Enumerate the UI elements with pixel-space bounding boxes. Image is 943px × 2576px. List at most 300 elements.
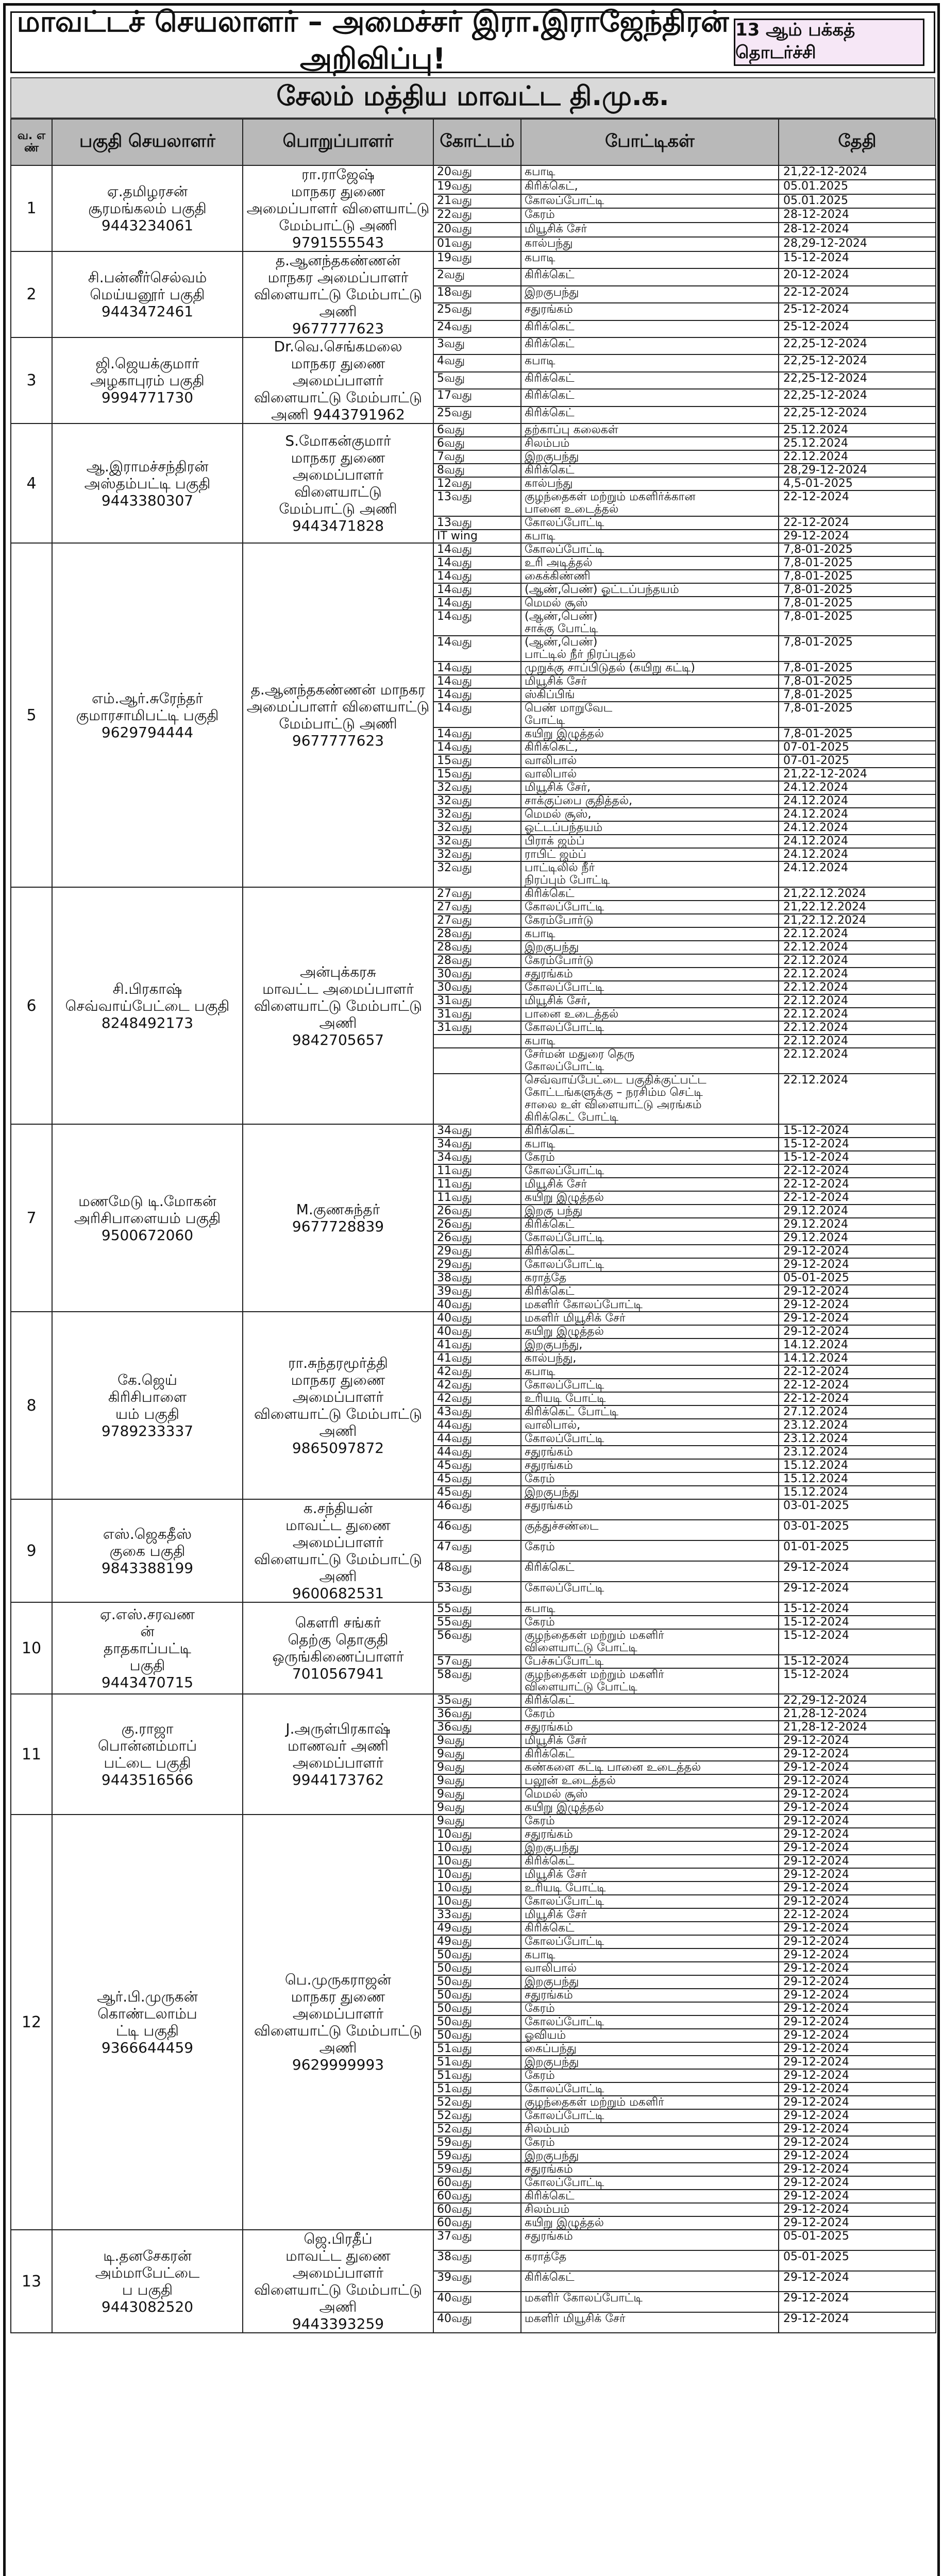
date-cell: 15-12-2024 <box>779 1629 936 1655</box>
competition-cell: தற்காப்பு கலைகள் <box>521 423 779 437</box>
date-cell: 29-12-2024 <box>779 2056 936 2069</box>
ward-cell: 10வது <box>433 1841 521 1855</box>
competition-cell: உரியடி போட்டி <box>521 1882 779 1895</box>
ward-cell: 36வது <box>433 1721 521 1734</box>
date-cell: 05-01-2025 <box>779 2230 936 2250</box>
ward-cell: 38வது <box>433 1272 521 1285</box>
ward-cell: 37வது <box>433 2230 521 2250</box>
ward-cell: 29வது <box>433 1258 521 1272</box>
row-serial-number: 11 <box>11 1694 52 1815</box>
in-charge-cell: பெ.முருகராஜன் மாநகர துணை அமைப்பாளர் விளையாட்டு மேம்பாட்டு அணி 9629999993 <box>243 1815 433 2230</box>
competition-cell: கபாடி <box>521 251 779 268</box>
competition-cell: மியூசிக் சேர் <box>521 1868 779 1882</box>
date-cell: 25.12.2024 <box>779 437 936 450</box>
date-cell: 25.12.2024 <box>779 423 936 437</box>
competition-cell: சிலம்பம் <box>521 2203 779 2216</box>
date-cell: 22.12.2024 <box>779 927 936 941</box>
date-cell: 22,25-12-2024 <box>779 406 936 423</box>
ward-cell: 32வது <box>433 781 521 794</box>
competition-cell: மியூசிக் சேர் <box>521 1908 779 1922</box>
competition-cell: சதுரங்கம் <box>521 303 779 320</box>
announcement-header <box>10 5 935 76</box>
area-secretary-cell: சி.பன்னீர்செல்வம் மெய்யனூர் பகுதி 9443472461 <box>52 251 243 337</box>
date-cell: 28,29-12-2024 <box>779 237 936 251</box>
competition-cell: கபாடி <box>521 530 779 543</box>
ward-cell: 60வது <box>433 2203 521 2216</box>
date-cell: 22.12.2024 <box>779 968 936 981</box>
table-row <box>11 1312 936 1325</box>
competition-cell: கேரம் <box>521 1815 779 1828</box>
date-cell: 29-12-2024 <box>779 2176 936 2190</box>
ward-cell: 9வது <box>433 1774 521 1788</box>
date-cell: 29-12-2024 <box>779 2082 936 2096</box>
area-secretary-cell: ஆ.இராமச்சந்திரன் அஸ்தம்பட்டி பகுதி 9443380307 <box>52 423 243 543</box>
date-cell: 29-12-2024 <box>779 2149 936 2163</box>
ward-cell: 51வது <box>433 2042 521 2056</box>
date-cell: 29-12-2024 <box>779 2203 936 2216</box>
area-secretary-cell: ஏ.தமிழரசன் சூரமங்கலம் பகுதி 9443234061 <box>52 165 243 251</box>
date-cell: 23.12.2024 <box>779 1432 936 1446</box>
date-cell: 22.12.2024 <box>779 994 936 1008</box>
table-row <box>11 423 936 437</box>
competition-cell: ஓவியம் <box>521 2029 779 2042</box>
date-cell: 7,8-01-2025 <box>779 570 936 583</box>
competition-cell: சதுரங்கம் <box>521 1459 779 1472</box>
competition-cell: கோலப்போட்டி <box>521 2082 779 2096</box>
ward-cell: 40வது <box>433 2292 521 2312</box>
date-cell: 7,8-01-2025 <box>779 702 936 727</box>
area-secretary-cell: கே.ஜெய் கிரிசிபாளை யம் பகுதி 9789233337 <box>52 1312 243 1499</box>
competition-cell: சதுரங்கம் <box>521 1446 779 1459</box>
ward-cell: 10வது <box>433 1868 521 1882</box>
competition-cell: இறகுபந்து <box>521 286 779 303</box>
ward-cell: 34வது <box>433 1124 521 1138</box>
competition-cell: மெமல் சூஸ் <box>521 597 779 610</box>
date-cell: 22-12-2024 <box>779 1392 936 1405</box>
ward-cell: 9வது <box>433 1801 521 1815</box>
date-cell: 29-12-2024 <box>779 2109 936 2123</box>
competition-cell: சிலம்பம் <box>521 437 779 450</box>
ward-cell: 27வது <box>433 901 521 914</box>
competition-cell: கேரம் <box>521 1540 779 1561</box>
competition-cell: கிரிக்கெட் <box>521 1694 779 1707</box>
date-cell: 24.12.2024 <box>779 808 936 821</box>
ward-cell: 3வது <box>433 337 521 354</box>
competition-cell: ஸ்கிப்பிங் <box>521 688 779 702</box>
ward-cell: 14வது <box>433 741 521 754</box>
date-cell: 7,8-01-2025 <box>779 597 936 610</box>
competition-cell: கோலப்போட்டி <box>521 1021 779 1035</box>
ward-cell: 45வது <box>433 1459 521 1472</box>
area-secretary-cell: ஜி.ஜெயக்குமார் அழகாபுரம் பகுதி 9994771730 <box>52 337 243 423</box>
ward-cell: 50வது <box>433 1962 521 1975</box>
competition-cell: கிரிக்கெட் <box>521 1285 779 1298</box>
ward-cell: 19வது <box>433 251 521 268</box>
in-charge-cell: M.குணசுந்தர் 9677728839 <box>243 1124 433 1312</box>
ward-cell: 10வது <box>433 1855 521 1868</box>
competition-cell: இறகுபந்து <box>521 1841 779 1855</box>
date-cell: 29-12-2024 <box>779 1828 936 1841</box>
competition-cell: கேரம் <box>521 2069 779 2082</box>
table-row <box>11 1815 936 1828</box>
date-cell: 7,8-01-2025 <box>779 662 936 675</box>
ward-cell: 10வது <box>433 1895 521 1908</box>
date-cell: 27.12.2024 <box>779 1405 936 1419</box>
ward-cell: 11வது <box>433 1191 521 1205</box>
date-cell: 22.12.2024 <box>779 981 936 994</box>
area-secretary-cell: மணமேடு டி.மோகன் அரிசிபாளையம் பகுதி 9500672060 <box>52 1124 243 1312</box>
date-cell: 29-12-2024 <box>779 1895 936 1908</box>
ward-cell: 21வது <box>433 194 521 209</box>
ward-cell: IT wing <box>433 530 521 543</box>
ward-cell: 31வது <box>433 1021 521 1035</box>
area-secretary-cell: ஆர்.பி.முருகன் கொண்டலாம்ப ட்டி பகுதி 9366644459 <box>52 1815 243 2230</box>
date-cell: 24.12.2024 <box>779 821 936 835</box>
competition-cell: இறகுபந்து <box>521 1486 779 1499</box>
ward-cell: 32வது <box>433 835 521 848</box>
row-serial-number: 3 <box>11 337 52 423</box>
ward-cell: 26வது <box>433 1205 521 1218</box>
ward-cell: 60வது <box>433 2176 521 2190</box>
date-cell: 29-12-2024 <box>779 1761 936 1774</box>
competition-cell: கோலப்போட்டி <box>521 901 779 914</box>
competition-cell: கோலப்போட்டி <box>521 194 779 209</box>
ward-cell: 30வது <box>433 981 521 994</box>
area-secretary-cell: டி.தனசேகரன் அம்மாபேட்டை ப பகுதி 9443082520 <box>52 2230 243 2333</box>
competition-cell: கோலப்போட்டி <box>521 1379 779 1392</box>
ward-cell: 14வது <box>433 688 521 702</box>
ward-cell: 40வது <box>433 1325 521 1338</box>
competition-cell: கிரிக்கெட் <box>521 1561 779 1582</box>
date-cell: 29-12-2024 <box>779 1948 936 1962</box>
date-cell: 29-12-2024 <box>779 2163 936 2176</box>
ward-cell: 32வது <box>433 808 521 821</box>
competition-cell: கிரிக்கெட், <box>521 741 779 754</box>
area-secretary-cell: சி.பிரகாஷ் செவ்வாய்பேட்டை பகுதி 8248492173 <box>52 887 243 1124</box>
competition-cell: கண்களை கட்டி பானை உடைத்தல் <box>521 1761 779 1774</box>
table-row <box>11 2230 936 2250</box>
ward-cell: 14வது <box>433 597 521 610</box>
date-cell: 15-12-2024 <box>779 1655 936 1668</box>
ward-cell: 27வது <box>433 914 521 927</box>
ward-cell: 9வது <box>433 1748 521 1761</box>
date-cell: 7,8-01-2025 <box>779 583 936 597</box>
date-cell: 29-12-2024 <box>779 2015 936 2029</box>
competition-cell: சிலம்பம் <box>521 2123 779 2136</box>
row-serial-number: 2 <box>11 251 52 337</box>
date-cell: 14.12.2024 <box>779 1338 936 1352</box>
ward-cell: 14வது <box>433 675 521 688</box>
competition-cell: சதுரங்கம் <box>521 1721 779 1734</box>
date-cell: 29-12-2024 <box>779 1748 936 1761</box>
ward-cell: 5வது <box>433 372 521 389</box>
competition-cell: பானை உடைத்தல் <box>521 1008 779 1021</box>
date-cell: 29-12-2024 <box>779 2069 936 2082</box>
competition-cell: குழந்தைகள் மற்றும் மகளிர்க்கான பானை உடைத்தல் <box>521 490 779 516</box>
date-cell: 29-12-2024 <box>779 1882 936 1895</box>
date-cell: 29-12-2024 <box>779 1245 936 1258</box>
date-cell: 29-12-2024 <box>779 1312 936 1325</box>
date-cell: 22,25-12-2024 <box>779 372 936 389</box>
ward-cell: 24வது <box>433 320 521 337</box>
ward-cell: 51வது <box>433 2069 521 2082</box>
competition-cell: கோலப்போட்டி <box>521 1935 779 1948</box>
competition-cell: கேரம் <box>521 1151 779 1164</box>
ward-cell: 4வது <box>433 354 521 371</box>
date-cell: 29-12-2024 <box>779 1855 936 1868</box>
date-cell: 24.12.2024 <box>779 861 936 887</box>
ward-cell: 14வது <box>433 570 521 583</box>
date-cell: 23.12.2024 <box>779 1419 936 1432</box>
ward-cell: 11வது <box>433 1164 521 1178</box>
table-body <box>11 165 936 2333</box>
competition-cell: கிரிக்கெட் <box>521 268 779 285</box>
competition-cell: குழந்தைகள் மற்றும் மகளிர் விளையாட்டு போட்டி <box>521 1668 779 1694</box>
ward-cell: 28வது <box>433 927 521 941</box>
competition-cell: (ஆண்,பெண்) பாட்டில் நீர் நிரப்புதல் <box>521 636 779 662</box>
column-header-ward: கோட்டம் <box>433 119 521 165</box>
competition-cell: கோலப்போட்டி <box>521 2015 779 2029</box>
ward-cell: 60வது <box>433 2190 521 2203</box>
ward-cell: 47வது <box>433 1540 521 1561</box>
competition-cell: கிரிக்கெட் <box>521 1218 779 1231</box>
date-cell: 22-12-2024 <box>779 1191 936 1205</box>
ward-cell: 14வது <box>433 662 521 675</box>
ward-cell: 19வது <box>433 180 521 194</box>
column-header-serial: வ. எ ண் <box>11 119 52 165</box>
date-cell: 22,25-12-2024 <box>779 337 936 354</box>
date-cell: 20-12-2024 <box>779 268 936 285</box>
date-cell: 23.12.2024 <box>779 1446 936 1459</box>
competition-cell: முறுக்கு சாப்பிடுதல் (கயிறு கட்டி) <box>521 662 779 675</box>
ward-cell <box>433 1048 521 1074</box>
in-charge-cell: Dr.வெ.செங்கமலை மாநகர துணை அமைப்பாளர் விளையாட்டு மேம்பாட்டு அணி 9443791962 <box>243 337 433 423</box>
page-title: மாவட்டச் செயலாளர் – அமைச்சர் இரா.இராஜேந்திரன் அறிவிப்பு! <box>16 5 729 76</box>
ward-cell: 27வது <box>433 887 521 901</box>
in-charge-cell: ரா.சுந்தரமூர்த்தி மாநகர துணை அமைப்பாளர் விளையாட்டு மேம்பாட்டு அணி 9865097872 <box>243 1312 433 1499</box>
competition-cell: சதுரங்கம் <box>521 1828 779 1841</box>
competition-cell: கால்பந்து, <box>521 1352 779 1365</box>
date-cell: 07-01-2025 <box>779 741 936 754</box>
competition-cell: கால்பந்து <box>521 237 779 251</box>
competition-cell: கிரிக்கெட் <box>521 372 779 389</box>
competition-cell: கோலப்போட்டி <box>521 1432 779 1446</box>
date-cell: 15.12.2024 <box>779 1486 936 1499</box>
ward-cell: 13வது <box>433 516 521 530</box>
ward-cell: 18வது <box>433 286 521 303</box>
ward-cell: 01வது <box>433 237 521 251</box>
date-cell: 29-12-2024 <box>779 1258 936 1272</box>
date-cell: 15-12-2024 <box>779 1151 936 1164</box>
ward-cell: 33வது <box>433 1908 521 1922</box>
ward-cell: 14வது <box>433 636 521 662</box>
date-cell: 29-12-2024 <box>779 1734 936 1748</box>
date-cell: 05-01-2025 <box>779 2250 936 2271</box>
date-cell: 24.12.2024 <box>779 794 936 808</box>
date-cell: 21,22-12-2024 <box>779 165 936 180</box>
date-cell: 22-12-2024 <box>779 1178 936 1191</box>
competition-cell: சதுரங்கம் <box>521 1499 779 1520</box>
ward-cell: 14வது <box>433 610 521 636</box>
date-cell: 22-12-2024 <box>779 1908 936 1922</box>
date-cell: 29-12-2024 <box>779 2029 936 2042</box>
date-cell: 29-12-2024 <box>779 1298 936 1312</box>
competition-cell: கிரிக்கெட், <box>521 180 779 194</box>
ward-cell: 2வது <box>433 268 521 285</box>
competition-cell: கயிறு இழுத்தல் <box>521 1191 779 1205</box>
ward-cell: 55வது <box>433 1616 521 1629</box>
ward-cell: 32வது <box>433 848 521 861</box>
competition-cell: செவ்வாய்பேட்டை பகுதிக்குட்பட்ட கோட்டங்களுக்கு – நரசிம்ம செட்டி சாலை உள் விளையாட்டு அரங்கம் கிரிக்கெட் போட்டி <box>521 1074 779 1124</box>
ward-cell: 50வது <box>433 1989 521 2002</box>
competition-cell: கேரம்போர்டு <box>521 914 779 927</box>
competition-cell: வாலிபால், <box>521 1419 779 1432</box>
competition-cell: கபாடி <box>521 1602 779 1616</box>
competition-cell: மகளிர் மியூசிக் சேர் <box>521 2312 779 2333</box>
date-cell: 25-12-2024 <box>779 303 936 320</box>
date-cell: 21,28-12-2024 <box>779 1707 936 1721</box>
date-cell: 15-12-2024 <box>779 1616 936 1629</box>
date-cell: 29-12-2024 <box>779 1841 936 1855</box>
competition-cell: கயிறு இழுத்தல் <box>521 727 779 741</box>
table-row <box>11 543 936 556</box>
competition-cell: கிரிக்கெட் <box>521 406 779 423</box>
ward-cell: 11வது <box>433 1178 521 1191</box>
competition-cell: குழந்தைகள் மற்றும் மகளிர் விளையாட்டு போட்டி <box>521 1629 779 1655</box>
competition-cell: கபாடி <box>521 1138 779 1151</box>
competition-cell: கேரம் <box>521 2136 779 2149</box>
date-cell: 29-12-2024 <box>779 2096 936 2109</box>
competition-cell: கோலப்போட்டி <box>521 516 779 530</box>
row-serial-number: 5 <box>11 543 52 887</box>
ward-cell: 48வது <box>433 1561 521 1582</box>
ward-cell: 6வது <box>433 423 521 437</box>
date-cell: 22.12.2024 <box>779 1035 936 1048</box>
in-charge-cell: ரா.ராஜேஷ் மாநகர துணை அமைப்பாளர் விளையாட்டு மேம்பாட்டு அணி 9791555543 <box>243 165 433 251</box>
area-secretary-cell: ஏ.எஸ்.சரவண ன் தாதகாப்பட்டி பகுதி 9443470715 <box>52 1602 243 1694</box>
row-serial-number: 7 <box>11 1124 52 1312</box>
row-serial-number: 12 <box>11 1815 52 2230</box>
ward-cell <box>433 1074 521 1124</box>
in-charge-cell: த.ஆனந்தகண்ணன் மாநகர அமைப்பாளர் விளையாட்டு மேம்பாட்டு அணி 9677777623 <box>243 543 433 887</box>
competition-cell: கிரிக்கெட் <box>521 389 779 406</box>
ward-cell <box>433 1035 521 1048</box>
competition-cell: கோலப்போட்டி <box>521 981 779 994</box>
area-secretary-cell: எம்.ஆர்.சுரேந்தர் குமாரசாமிபட்டி பகுதி 9629794444 <box>52 543 243 887</box>
date-cell: 21,22-12-2024 <box>779 768 936 781</box>
ward-cell: 12வது <box>433 477 521 490</box>
row-serial-number: 1 <box>11 165 52 251</box>
date-cell: 29-12-2024 <box>779 1922 936 1935</box>
ward-cell: 17வது <box>433 389 521 406</box>
competition-cell: கோலப்போட்டி <box>521 543 779 556</box>
competition-cell: கோலப்போட்டி <box>521 1258 779 1272</box>
ward-cell: 14வது <box>433 543 521 556</box>
table-row <box>11 887 936 901</box>
date-cell: 22,25-12-2024 <box>779 389 936 406</box>
competition-cell: கிரிக்கெட் <box>521 1245 779 1258</box>
date-cell: 15-12-2024 <box>779 251 936 268</box>
in-charge-cell: த.ஆனந்தகண்ணன் மாநகர அமைப்பாளர் விளையாட்டு மேம்பாட்டு அணி 9677777623 <box>243 251 433 337</box>
competition-cell: சதுரங்கம் <box>521 1989 779 2002</box>
date-cell: 29-12-2024 <box>779 1561 936 1582</box>
row-serial-number: 10 <box>11 1602 52 1694</box>
competition-cell: கோலப்போட்டி <box>521 1231 779 1245</box>
ward-cell: 31வது <box>433 994 521 1008</box>
ward-cell: 50வது <box>433 1948 521 1962</box>
competition-cell: இறகுபந்து <box>521 2149 779 2163</box>
date-cell: 24.12.2024 <box>779 835 936 848</box>
competition-cell: கிரிக்கெட் <box>521 887 779 901</box>
competition-cell: கிரிக்கெட் <box>521 2271 779 2292</box>
date-cell: 15-12-2024 <box>779 1124 936 1138</box>
in-charge-cell: S.மோகன்குமார் மாநகர துணை அமைப்பாளர் விளையாட்டு மேம்பாட்டு அணி 9443471828 <box>243 423 433 543</box>
competition-cell: கபாடி <box>521 1365 779 1379</box>
ward-cell: 25வது <box>433 303 521 320</box>
ward-cell: 51வது <box>433 2082 521 2096</box>
competition-cell: கிரிக்கெட் <box>521 320 779 337</box>
ward-cell: 41வது <box>433 1352 521 1365</box>
date-cell: 21,22.12.2024 <box>779 914 936 927</box>
row-serial-number: 6 <box>11 887 52 1124</box>
competition-cell: கேரம்போர்டு <box>521 954 779 968</box>
competition-cell: கயிறு இழுத்தல் <box>521 1801 779 1815</box>
date-cell: 22-12-2024 <box>779 516 936 530</box>
ward-cell: 32வது <box>433 794 521 808</box>
competition-cell: சதுரங்கம் <box>521 968 779 981</box>
competition-cell: மகளிர் கோலப்போட்டி <box>521 2292 779 2312</box>
in-charge-cell: க.சந்தியன் மாவட்ட துணை அமைப்பாளர் விளையாட்டு மேம்பாட்டு அணி 9600682531 <box>243 1499 433 1602</box>
date-cell: 21,22.12.2024 <box>779 901 936 914</box>
ward-cell: 51வது <box>433 2056 521 2069</box>
ward-cell: 28வது <box>433 954 521 968</box>
competition-cell: (ஆண்,பெண்) சாக்கு போட்டி <box>521 610 779 636</box>
competition-cell: கபாடி <box>521 1948 779 1962</box>
ward-cell: 32வது <box>433 861 521 887</box>
date-cell: 24.12.2024 <box>779 781 936 794</box>
date-cell: 24.12.2024 <box>779 848 936 861</box>
competition-cell: இறகு பந்து <box>521 1205 779 1218</box>
ward-cell: 15வது <box>433 768 521 781</box>
date-cell: 15.12.2024 <box>779 1459 936 1472</box>
schedule-table <box>10 118 936 2333</box>
date-cell: 03-01-2025 <box>779 1520 936 1540</box>
competition-cell: கபாடி <box>521 354 779 371</box>
competition-cell: மெமல் சூஸ் <box>521 1788 779 1801</box>
competition-cell: குழந்தைகள் மற்றும் மகளிர் <box>521 2096 779 2109</box>
ward-cell: 34வது <box>433 1138 521 1151</box>
ward-cell: 52வது <box>433 2109 521 2123</box>
date-cell: 29-12-2024 <box>779 2042 936 2056</box>
ward-cell: 39வது <box>433 1285 521 1298</box>
competition-cell: வாலிபால் <box>521 768 779 781</box>
date-cell: 22.12.2024 <box>779 1074 936 1124</box>
date-cell: 03-01-2025 <box>779 1499 936 1520</box>
date-cell: 22-12-2024 <box>779 1365 936 1379</box>
competition-cell: கோலப்போட்டி <box>521 1164 779 1178</box>
competition-cell: கிரிக்கெட் <box>521 337 779 354</box>
competition-cell: வாலிபால் <box>521 754 779 768</box>
in-charge-cell: கௌரி சங்கர் தெற்கு தொகுதி ஒருங்கிணைப்பாளர் 7010567941 <box>243 1602 433 1694</box>
date-cell: 4,5-01-2025 <box>779 477 936 490</box>
table-row <box>11 337 936 354</box>
column-header-area-secretary: பகுதி செயலாளர் <box>52 119 243 165</box>
competition-cell: கேரம் <box>521 1707 779 1721</box>
competition-cell: கோலப்போட்டி <box>521 1895 779 1908</box>
competition-cell: கோலப்போட்டி <box>521 1582 779 1602</box>
competition-cell: கபாடி <box>521 165 779 180</box>
ward-cell: 50வது <box>433 1975 521 1989</box>
